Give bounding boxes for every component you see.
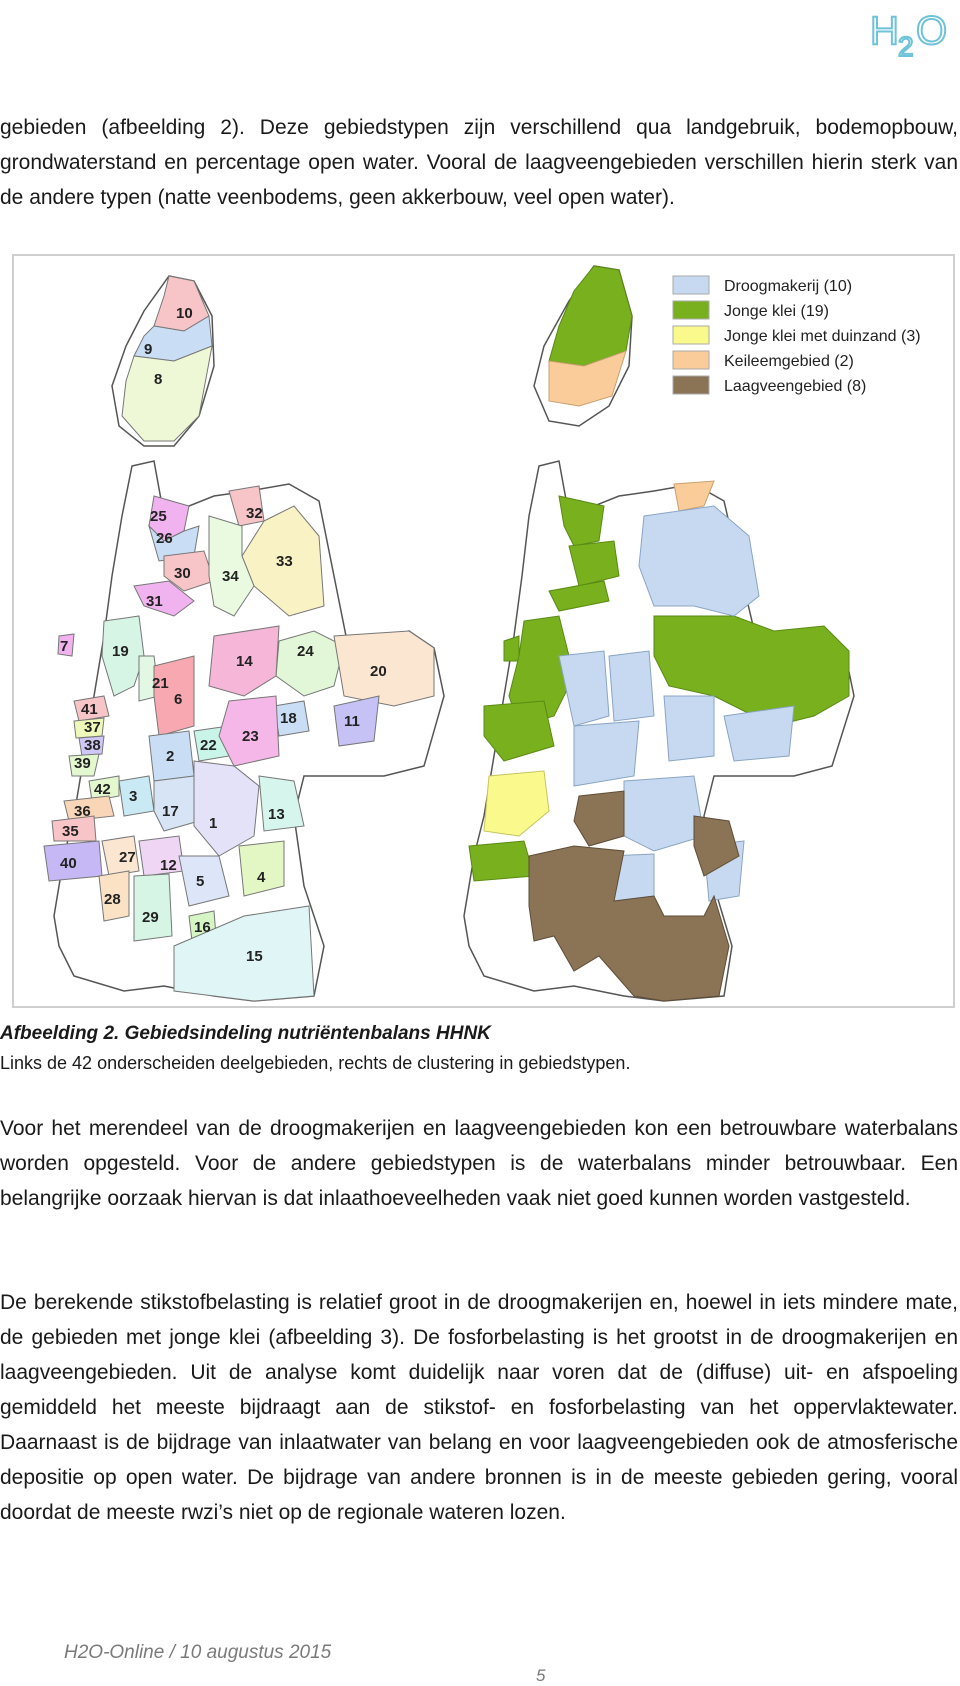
svg-text:H: H bbox=[870, 9, 899, 53]
footer-publication-date: H2O-Online / 10 augustus 2015 bbox=[64, 1642, 332, 1663]
figure-caption-title: Afbeelding 2. Gebiedsindeling nutriëntenbalans HHNK bbox=[0, 1023, 491, 1044]
map-figure bbox=[14, 256, 953, 1006]
right-map bbox=[464, 266, 854, 1001]
region-label: 24 bbox=[297, 643, 314, 660]
region-label: 33 bbox=[276, 553, 293, 570]
legend-swatch bbox=[673, 326, 709, 344]
region-label: 18 bbox=[280, 710, 297, 727]
region-label: 28 bbox=[104, 891, 121, 908]
region-label: 37 bbox=[84, 719, 101, 736]
region-label: 41 bbox=[81, 701, 98, 718]
region-label: 35 bbox=[62, 823, 79, 840]
legend-item-laagveengebied: Laagveengebied (8) bbox=[724, 378, 867, 395]
region-label: 42 bbox=[94, 781, 111, 798]
region-label: 31 bbox=[146, 593, 163, 610]
svg-text:2: 2 bbox=[898, 31, 914, 60]
region-label: 14 bbox=[236, 653, 253, 670]
region-label: 8 bbox=[154, 371, 163, 388]
body-paragraph-intro: gebieden (afbeelding 2). Deze gebiedstypen zijn verschillend qua landgebruik, bodemopbouw, grondwaterstand en percentage open water. Vooral de laagveengebieden verschillen hierin sterk van de andere typen (natte veenbodems, geen akkerbouw, veel open water). bbox=[0, 116, 958, 209]
region-label: 4 bbox=[257, 869, 266, 886]
region-label: 6 bbox=[174, 691, 183, 708]
region-label: 32 bbox=[246, 505, 263, 522]
region-label: 17 bbox=[162, 803, 179, 820]
region-label: 3 bbox=[129, 788, 138, 805]
region-label: 10 bbox=[176, 305, 193, 322]
region-label: 25 bbox=[150, 508, 167, 525]
legend-swatch bbox=[673, 276, 709, 294]
region-label: 27 bbox=[119, 849, 136, 866]
legend-item-droogmakerij: Droogmakerij (10) bbox=[724, 278, 853, 295]
body-paragraph-waterbalans: Voor het merendeel van de droogmakerijen en laagveengebieden kon een betrouwbare waterbalans worden opgesteld. Voor de andere gebiedstypen is de waterbalans minder betrouwbaar. Een belangrijke oorzaak hiervan is dat inlaathoeveelheden vaak niet goed kunnen worden vastgesteld. bbox=[0, 1117, 958, 1210]
legend-item-keileemgebied: Keileemgebied (2) bbox=[724, 353, 854, 370]
region-label: 19 bbox=[112, 643, 129, 660]
region-label: 2 bbox=[166, 748, 175, 765]
left-map bbox=[44, 276, 444, 1001]
region-label: 20 bbox=[370, 663, 387, 680]
figure-caption-text: Links de 42 onderscheiden deelgebieden, rechts de clustering in gebiedstypen. bbox=[0, 1053, 631, 1073]
region-label: 16 bbox=[194, 919, 211, 936]
region-label: 34 bbox=[222, 568, 239, 585]
region-label: 23 bbox=[242, 728, 259, 745]
legend-item-jonge-klei: Jonge klei (19) bbox=[724, 303, 829, 320]
region-label: 30 bbox=[174, 565, 191, 582]
svg-text:O: O bbox=[916, 9, 948, 53]
page-number: 5 bbox=[536, 1666, 546, 1685]
legend-item-jonge-klei-duinzand: Jonge klei met duinzand (3) bbox=[724, 328, 921, 345]
region-label: 5 bbox=[196, 873, 205, 890]
region-label: 9 bbox=[144, 341, 153, 358]
h2o-logo bbox=[868, 4, 948, 60]
region-label: 13 bbox=[268, 806, 285, 823]
region-label: 36 bbox=[74, 803, 91, 820]
region-label: 21 bbox=[152, 675, 169, 692]
region-label: 39 bbox=[74, 755, 91, 772]
region-label: 29 bbox=[142, 909, 159, 926]
region-label: 1 bbox=[209, 815, 218, 832]
region-label: 40 bbox=[60, 855, 77, 872]
region-label: 11 bbox=[344, 713, 360, 730]
region-label: 15 bbox=[246, 948, 263, 965]
region-label: 38 bbox=[84, 737, 101, 754]
figure-maps bbox=[12, 254, 955, 1008]
map-legend bbox=[673, 276, 921, 395]
region-label: 26 bbox=[156, 530, 173, 547]
region-label: 12 bbox=[160, 857, 177, 874]
region-label: 22 bbox=[200, 737, 217, 754]
legend-swatch bbox=[673, 351, 709, 369]
legend-swatch bbox=[673, 376, 709, 394]
body-paragraph-belasting: De berekende stikstofbelasting is relatief groot in de droogmakerijen en, hoewel in iets mindere mate, de gebieden met jonge klei (afbeelding 3). De fosforbelasting is het grootst in de droogmakerijen en laagveengebieden. Uit de analyse komt duidelijk naar voren dat de (diffuse) uit- en afspoeling gemiddeld het meeste bijdraagt aan de stikstof- en fosforbelasting van het oppervlaktewater. Daarnaast is de bijdrage van inlaatwater van belang en voor laagveengebieden ook de atmosferische depositie op open water. De bijdrage van andere bronnen is in de meeste gebieden gering, vooral doordat de meeste rwzi’s niet op de regionale wateren lozen. bbox=[0, 1291, 958, 1524]
region-label: 7 bbox=[60, 638, 69, 655]
legend-swatch bbox=[673, 301, 709, 319]
